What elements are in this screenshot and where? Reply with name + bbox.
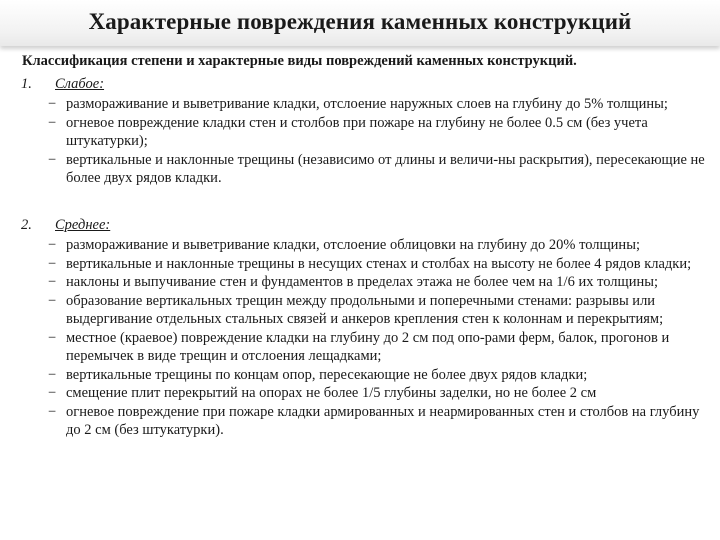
section-1-list (48, 95, 708, 188)
slide-title: Характерные повреждения каменных конструкций (88, 9, 632, 34)
list-item-text: вертикальные трещины по концам опор, пересекающие не более двух рядов кладки; (66, 366, 588, 383)
list-item-text: наклоны и выпучивание стен и фундаментов в пределах этажа не более чем на 1/6 их толщины; (66, 274, 658, 290)
section-2-title: Среднее: (55, 217, 111, 233)
section-2-number: 2. (21, 217, 32, 233)
list-item (48, 236, 708, 255)
list-item (48, 114, 708, 151)
list-item-text: вертикальные и наклонные трещины в несущих стенах и столбах на высоту не более 4 рядов кладки; (66, 255, 692, 272)
list-item-text: огневое повреждение при пожаре кладки армированных и неармированных стен и столбов на глубину до 2 см (без штукатурки). (66, 403, 700, 438)
list-item (48, 403, 708, 440)
dash-bullet: − (48, 329, 57, 346)
section-1-number: 1. (21, 76, 32, 92)
dash-bullet: − (48, 151, 57, 168)
list-item (48, 384, 708, 403)
title-bar (0, 0, 720, 46)
dash-bullet: − (48, 255, 57, 272)
section-2-list (48, 236, 708, 440)
dash-bullet: − (48, 96, 57, 112)
dash-bullet: − (48, 114, 57, 131)
list-item-text: размораживание и выветривание кладки, отслоение облицовки на глубину до 20% толщины; (66, 237, 640, 253)
list-item-text: огневое повреждение кладки стен и столбов при пожаре на глубину не более 0.5 см (без учета штукатурки); (66, 114, 648, 149)
dash-bullet: − (48, 292, 57, 309)
list-item-text: образование вертикальных трещин между продольными и поперечными стенами: разрывы или выдергивание отдельных стальных связей и анкеров крепления стен к колоннам и перекрытиям; (66, 292, 664, 327)
dash-bullet: − (48, 385, 57, 401)
section-1-title: Слабое: (55, 76, 105, 92)
list-item-text: разморaживание и выветривание кладки, отслоение наружных слоев на глубину до 5% толщины; (66, 96, 668, 112)
list-item (48, 329, 708, 366)
list-item (48, 95, 708, 114)
dash-bullet: − (48, 366, 57, 383)
dash-bullet: − (48, 274, 57, 290)
list-item (48, 151, 708, 188)
list-item (48, 292, 708, 329)
list-item-text: местное (краевое) повреждение кладки на глубину до 2 см под опо-рами ферм, балок, прогонов и перемычек в виде трещин и отслоения лещадками; (66, 329, 670, 364)
dash-bullet: − (48, 237, 57, 253)
list-item (48, 366, 708, 385)
dash-bullet: − (48, 403, 57, 420)
list-item-text: вертикальные и наклонные трещины (независимо от длины и величи-ны раскрытия), пересекающие не более двух рядов кладки. (66, 151, 705, 186)
list-item (48, 255, 708, 274)
slide-subtitle: Классификация степени и характерные виды повреждений каменных конструкций. (22, 53, 577, 69)
list-item (48, 273, 708, 292)
list-item-text: смещение плит перекрытий на опорах не более 1/5 глубины заделки, но не более 2 см (66, 385, 597, 401)
